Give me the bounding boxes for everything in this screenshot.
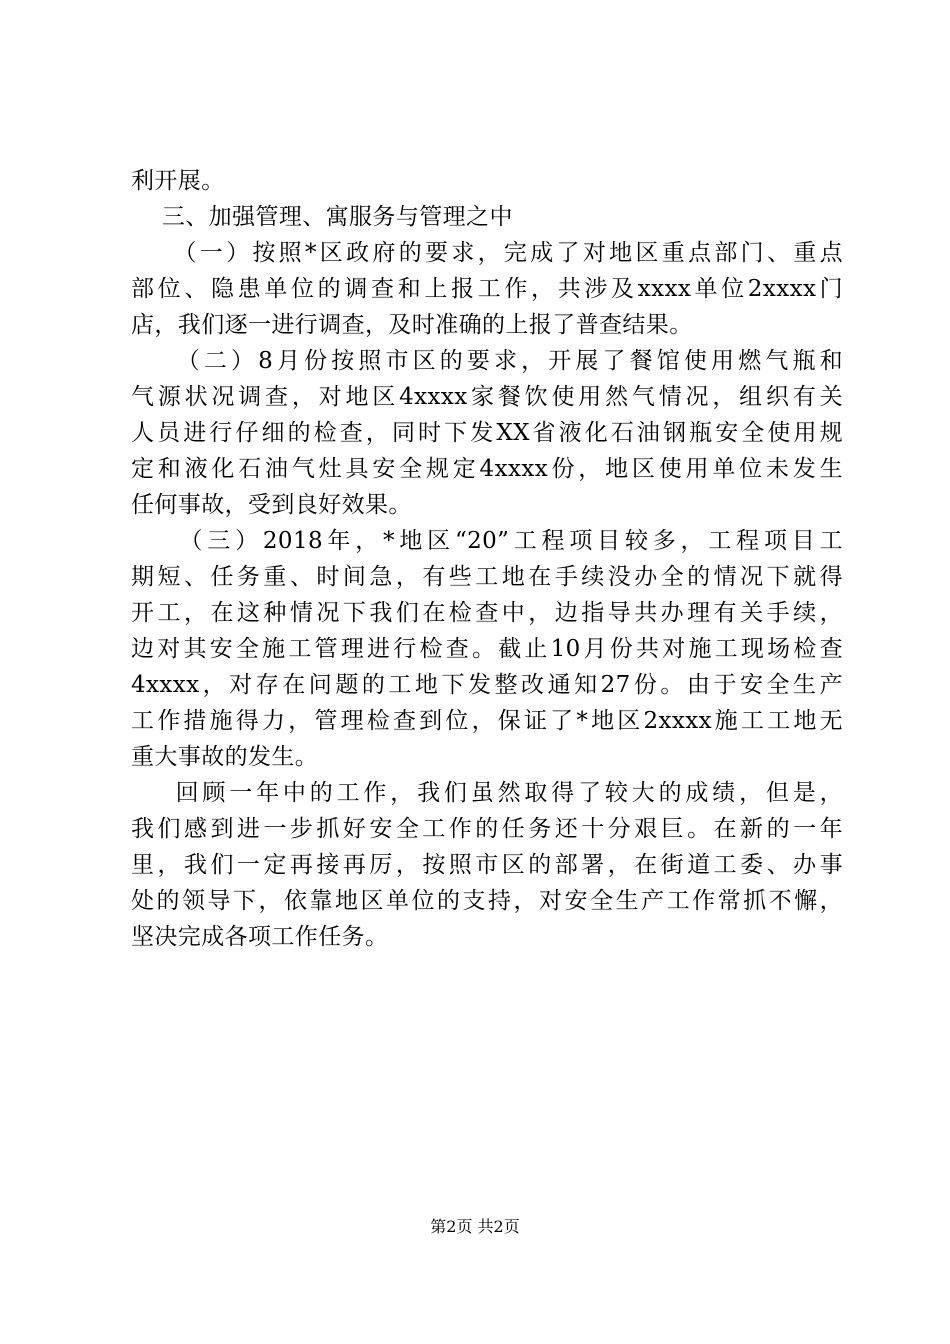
text-line: 我们感到进一步抓好安全工作的任务还十分艰巨。在新的一年 bbox=[131, 816, 843, 842]
text-line: 回顾一年中的工作，我们虽然取得了较大的成绩，但是， bbox=[131, 780, 843, 806]
body-text bbox=[131, 163, 843, 955]
text-line: 期短、任务重、时间急，有些工地在手续没办全的情况下就得 bbox=[131, 564, 843, 590]
text-line: 人员进行仔细的检查，同时下发XX省液化石油钢瓶安全使用规 bbox=[131, 420, 843, 446]
text-line: 4xxxx，对存在问题的工地下发整改通知27份。由于安全生产 bbox=[131, 672, 843, 698]
text-line: 店，我们逐一进行调查，及时准确的上报了普查结果。 bbox=[131, 312, 693, 338]
text-line: 坚决完成各项工作任务。 bbox=[131, 924, 389, 950]
section-heading: 三、加强管理、寓服务与管理之中 bbox=[131, 204, 513, 230]
text-line: 重大事故的发生。 bbox=[131, 744, 319, 770]
text-line: （三）2018年，*地区“20”工程项目较多，工程项目工 bbox=[131, 528, 843, 554]
page-number-footer: 第2页 共2页 bbox=[430, 1217, 520, 1236]
text-line: 工作措施得力，管理检查到位，保证了*地区2xxxx施工工地无 bbox=[131, 708, 843, 734]
text-line: 部位、隐患单位的调查和上报工作，共涉及xxxx单位2xxxx门 bbox=[131, 276, 843, 302]
text-line: 边对其安全施工管理进行检查。截止10月份共对施工现场检查 bbox=[131, 636, 843, 662]
text-line: 里，我们一定再接再厉，按照市区的部署，在街道工委、办事 bbox=[131, 852, 843, 878]
text-line: （二）8月份按照市区的要求，开展了餐馆使用燃气瓶和 bbox=[131, 348, 843, 374]
text-line: 开工，在这种情况下我们在检查中，边指导共办理有关手续， bbox=[131, 600, 843, 626]
text-line: （一）按照*区政府的要求，完成了对地区重点部门、重点 bbox=[131, 240, 843, 266]
text-line: 利开展。 bbox=[131, 168, 225, 194]
text-line: 处的领导下，依靠地区单位的支持，对安全生产工作常抓不懈， bbox=[131, 888, 843, 914]
text-line: 定和液化石油气灶具安全规定4xxxx份，地区使用单位未发生 bbox=[131, 456, 843, 482]
text-line: 气源状况调查，对地区4xxxx家餐饮使用然气情况，组织有关 bbox=[131, 384, 843, 410]
text-line: 任何事故，受到良好效果。 bbox=[131, 492, 412, 518]
